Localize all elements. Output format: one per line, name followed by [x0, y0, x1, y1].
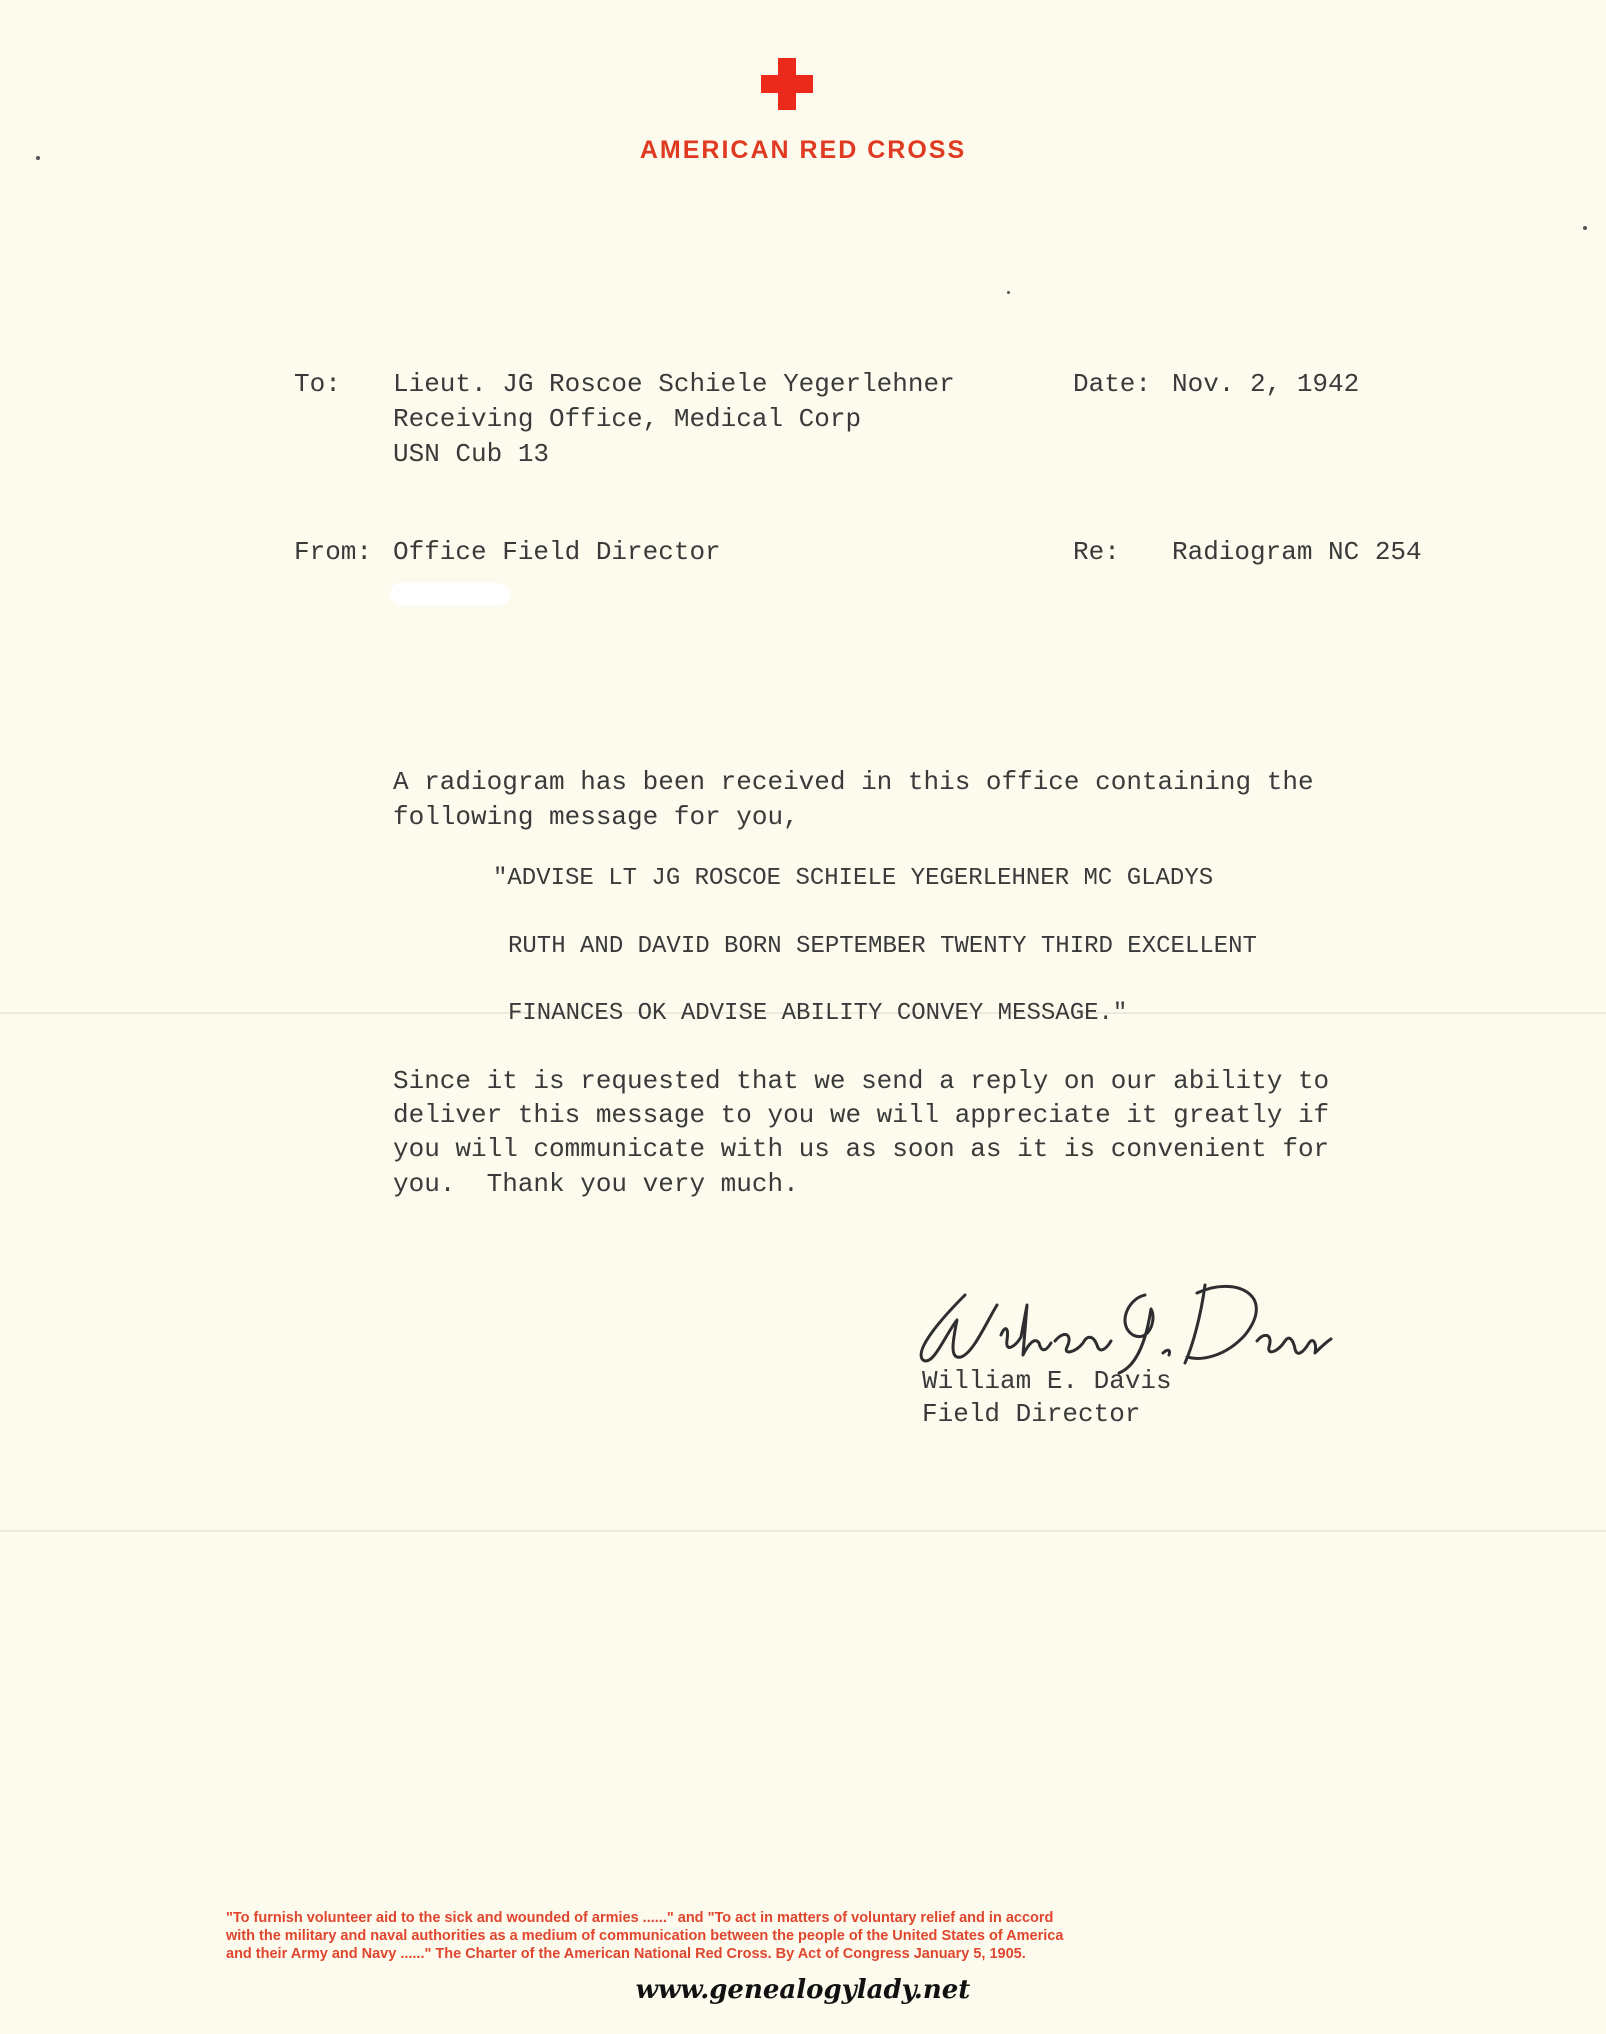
from-label: From: — [294, 537, 373, 567]
handwritten-signature — [905, 1265, 1335, 1375]
signer-title: Field Director — [922, 1399, 1141, 1429]
signature-stroke — [1055, 1334, 1111, 1351]
to-line: USN Cub 13 — [393, 439, 550, 469]
fold-line — [0, 1530, 1606, 1532]
closing-line: you will communicate with us as soon as it is convenient for — [393, 1134, 1330, 1164]
charter-line: and their Army and Navy ......" The Charter of the American National Red Cross. By Act of Congress January 5, 1905. — [226, 1946, 1026, 1962]
signature-stroke — [1163, 1350, 1170, 1355]
to-line: Lieut. JG Roscoe Schiele Yegerlehner — [393, 369, 955, 399]
watermark: www.genealogylady.net — [635, 1975, 971, 2005]
radiogram-line: FINANCES OK ADVISE ABILITY CONVEY MESSAGE." — [508, 1000, 1128, 1027]
to-label: To: — [294, 369, 341, 399]
re-value: Radiogram NC 254 — [1172, 537, 1422, 567]
paper-speck — [1007, 291, 1010, 294]
date-value: Nov. 2, 1942 — [1172, 369, 1360, 399]
closing-line: Since it is requested that we send a reply on our ability to — [393, 1066, 1330, 1096]
signature-stroke — [1001, 1305, 1051, 1355]
closing-line: you. Thank you very much. — [393, 1169, 799, 1199]
to-line: Receiving Office, Medical Corp — [393, 404, 862, 434]
signature-stroke — [1185, 1285, 1256, 1363]
closing-line: deliver this message to you we will appreciate it greatly if — [393, 1100, 1330, 1130]
radiogram-line: "ADVISE LT JG ROSCOE SCHIELE YEGERLEHNER MC GLADYS — [493, 865, 1214, 892]
paper-speck — [1583, 226, 1587, 230]
charter-quote — [226, 1909, 1352, 1963]
signer-name: William E. Davis — [922, 1366, 1172, 1396]
charter-line: with the military and naval authorities as a medium of communication between the people of the United States of America — [226, 1928, 1064, 1944]
intro-line: A radiogram has been received in this office containing the — [393, 767, 1314, 797]
letterhead-title: AMERICAN RED CROSS — [639, 136, 967, 164]
date-label: Date: — [1073, 369, 1152, 399]
signature-stroke — [921, 1295, 997, 1361]
red-cross-icon — [761, 58, 813, 110]
correction-mark — [390, 583, 510, 605]
from-value: Office Field Director — [393, 537, 721, 567]
signature-stroke — [1257, 1335, 1331, 1353]
charter-line: "To furnish volunteer aid to the sick and wounded of armies ......" and "To act in matters of voluntary relief and in accord — [226, 1910, 1054, 1926]
signature-stroke — [1119, 1295, 1153, 1373]
intro-line: following message for you, — [393, 802, 799, 832]
radiogram-line: RUTH AND DAVID BORN SEPTEMBER TWENTY THIRD EXCELLENT — [508, 933, 1257, 960]
re-label: Re: — [1073, 537, 1120, 567]
